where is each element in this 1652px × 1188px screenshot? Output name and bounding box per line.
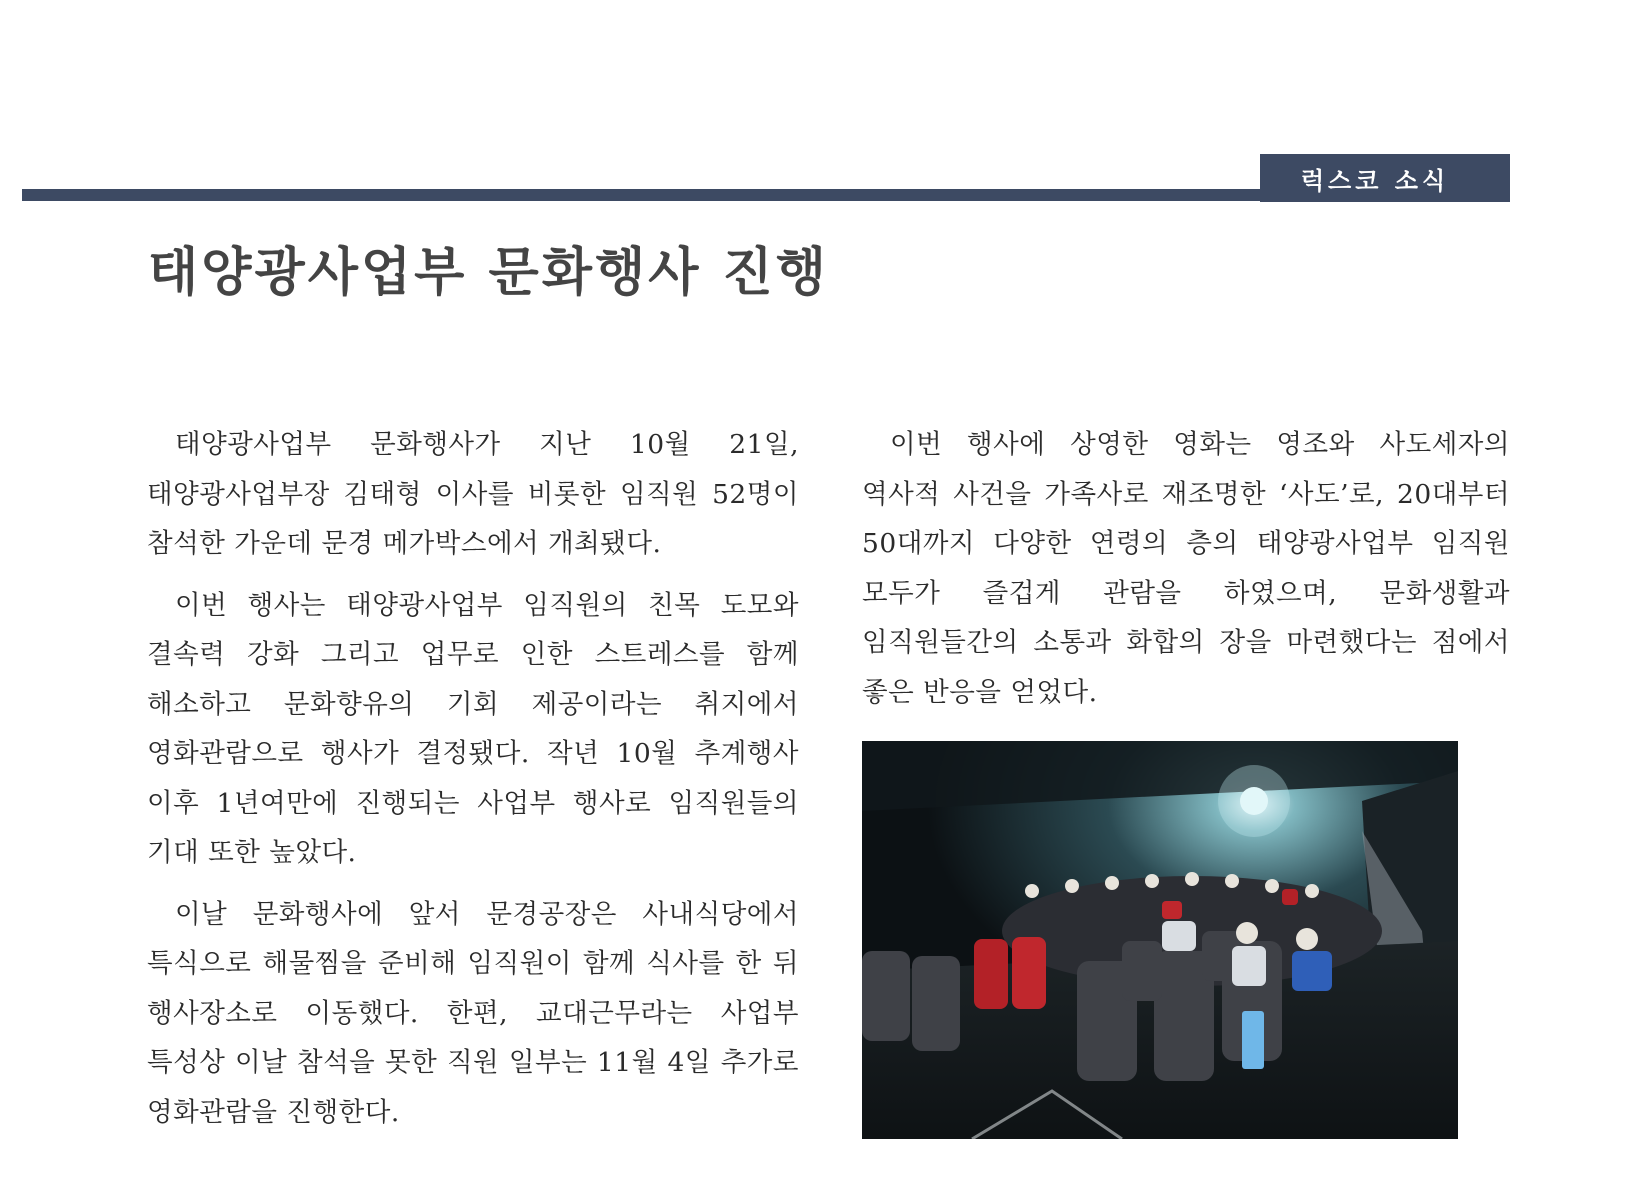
article-paragraph: 이날 문화행사에 앞서 문경공장은 사내식당에서 특식으로 해물찜을 준비해 임직원이 함께 식사를 한 뒤 행사장소로 이동했다. 한편, 교대근무라는 사업부 특성상 이날 참석을 못한 직원 일부는 11월 4일 추가로 영화관람을 진행한다. xyxy=(147,898,799,1128)
article-paragraph: 태양광사업부 문화행사가 지난 10월 21일, 태양광사업부장 김태형 이사를 비롯한 임직원 52명이 참석한 가운데 문경 메가박스에서 개최됐다. xyxy=(147,429,799,559)
article-title: 태양광사업부 문화행사 진행 xyxy=(148,243,829,303)
article-column-right xyxy=(862,420,1510,729)
cinema-audience-photo xyxy=(862,741,1458,1139)
article-column-left xyxy=(147,420,799,1149)
article-paragraph: 이번 행사는 태양광사업부 임직원의 친목 도모와 결속력 강화 그리고 업무로 인한 스트레스를 함께 해소하고 문화향유의 기회 제공이라는 취지에서 영화관람으로 행사가 결정됐다. 작년 10월 추계행사 이후 1년여만에 진행되는 사업부 행사로 임직원들의 기대 또한 높았다. xyxy=(147,589,799,868)
section-tab: 럭스코 소식 xyxy=(1260,154,1510,202)
article-paragraph: 이번 행사에 상영한 영화는 영조와 사도세자의 역사적 사건을 가족사로 재조명한 ‘사도’로, 20대부터 50대까지 다양한 연령의 층의 태양광사업부 임직원 모두가 즐겁게 관람을 하였으며, 문화생활과 임직원들간의 소통과 화합의 장을 마련했다는 점에서 좋은 반응을 얻었다. xyxy=(862,429,1510,708)
